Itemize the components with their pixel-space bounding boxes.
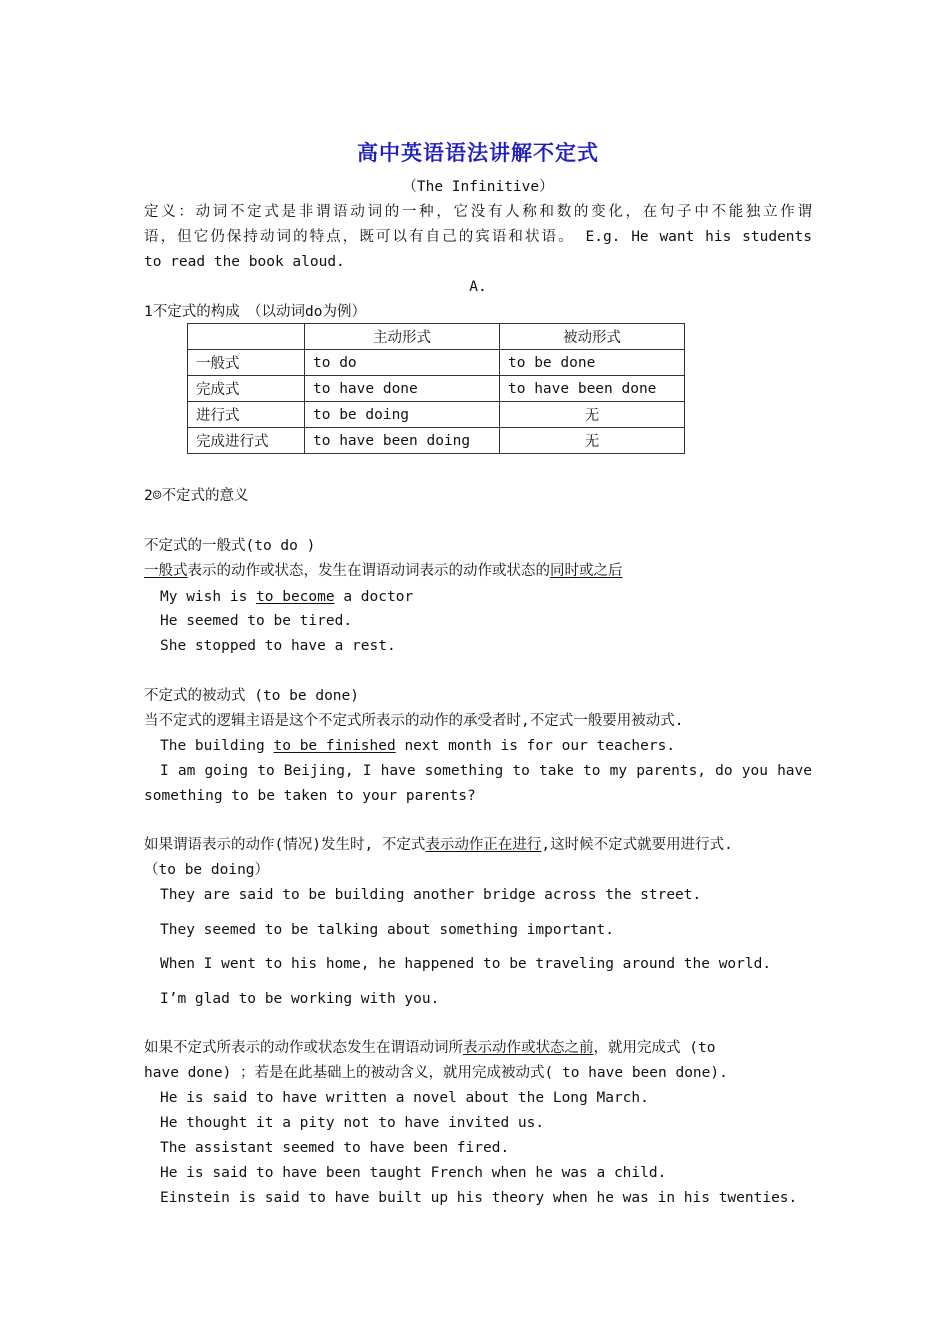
table-row xyxy=(188,402,685,428)
definition-line-2: 语，但它仍保持动词的特点，既可以有自己的宾语和状语。 E.g. He want his students xyxy=(144,229,812,245)
example-sentence: She stopped to have a rest. xyxy=(160,638,396,654)
table-cell: 一般式 xyxy=(188,350,305,376)
text-span: 如果谓语表示的动作(情况)发生时, 不定式 xyxy=(144,837,426,853)
table-header-row xyxy=(188,324,685,350)
text-span: next month is for our teachers. xyxy=(395,738,676,754)
passive-heading: 不定式的被动式 (to be done) xyxy=(144,688,359,704)
example-sentence: They seemed to be talking about something important. xyxy=(160,922,614,938)
simple-heading: 不定式的一般式(to do ) xyxy=(144,538,316,554)
example-sentence: He is said to have written a novel about the Long March. xyxy=(160,1090,649,1106)
example-sentence: When I went to his home, he happened to be traveling around the world. xyxy=(160,956,772,972)
example-sentence: He thought it a pity not to have invited us. xyxy=(160,1115,545,1131)
table-cell: to do xyxy=(305,350,500,376)
example-sentence: Einstein is said to have built up his theory when he was in his twenties. xyxy=(160,1190,798,1206)
progressive-form: （to be doing） xyxy=(144,862,270,878)
table-cell: 无 xyxy=(500,428,685,454)
underlined-text: 表示动作正在进行 xyxy=(425,837,542,853)
table-cell: to be doing xyxy=(305,402,500,428)
table-cell xyxy=(188,324,305,350)
section-a-label: A. xyxy=(469,279,487,295)
table-row xyxy=(188,428,685,454)
table-cell: to be done xyxy=(500,350,685,376)
table-header-active: 主动形式 xyxy=(305,324,500,350)
passive-description: 当不定式的逻辑主语是这个不定式所表示的动作的承受者时,不定式一般要用被动式. xyxy=(144,713,684,729)
underlined-text: 一般式 xyxy=(144,563,188,579)
example-sentence xyxy=(160,585,413,610)
text-span: The building xyxy=(160,738,274,754)
underlined-text: to become xyxy=(256,589,335,605)
text-span: My wish is xyxy=(160,589,257,605)
perfect-description-line-2: have done) ；若是在此基础上的被动含义，就用完成被动式( to have been done). xyxy=(144,1065,728,1081)
table-cell: to have done xyxy=(305,376,500,402)
subtitle: （The Infinitive） xyxy=(402,179,554,195)
table-row xyxy=(188,350,685,376)
text-span: 如果不定式所表示的动作或状态发生在谓语动词所 xyxy=(144,1040,463,1056)
example-sentence: They are said to be building another bridge across the street. xyxy=(160,887,702,903)
underlined-text: 表示动作或状态之前 xyxy=(463,1040,594,1056)
table-header-passive: 被动形式 xyxy=(500,324,685,350)
definition-line-1: 定义：动词不定式是非谓语动词的一种，它没有人称和数的变化，在句子中不能独立作谓 xyxy=(144,204,812,220)
table-cell: 进行式 xyxy=(188,402,305,428)
text-span: ，就用完成式 (to xyxy=(593,1040,716,1056)
infinitive-forms-table xyxy=(187,323,685,454)
table-row xyxy=(188,376,685,402)
example-sentence: I am going to Beijing, I have something to take to my parents, do you have xyxy=(160,763,812,779)
page-title: 高中英语语法讲解不定式 xyxy=(357,141,599,165)
text-span: 表示的动作或状态，发生在谓语动词表示的动作或状态的 xyxy=(187,563,550,579)
table-cell: to have been doing xyxy=(305,428,500,454)
definition-line-3: to read the book aloud. xyxy=(144,254,345,270)
text-span: ,这时候不定式就要用进行式. xyxy=(541,837,733,853)
table-cell: to have been done xyxy=(500,376,685,402)
example-sentence xyxy=(160,734,675,759)
underlined-text: 同时或之后 xyxy=(550,563,623,579)
example-sentence: The assistant seemed to have been fired. xyxy=(160,1140,510,1156)
text-span: a doctor xyxy=(334,589,414,605)
progressive-description xyxy=(144,833,733,858)
example-sentence: He is said to have been taught French when he was a child. xyxy=(160,1165,667,1181)
example-sentence: He seemed to be tired. xyxy=(160,613,353,629)
section-2-heading: 2☺不定式的意义 xyxy=(144,488,249,504)
perfect-description-line-1 xyxy=(144,1036,715,1061)
table-cell: 完成进行式 xyxy=(188,428,305,454)
example-sentence: I’m glad to be working with you. xyxy=(160,991,440,1007)
table-cell: 完成式 xyxy=(188,376,305,402)
underlined-text: to be finished xyxy=(273,738,396,754)
example-sentence-continued: something to be taken to your parents? xyxy=(144,788,476,804)
table-cell: 无 xyxy=(500,402,685,428)
simple-description xyxy=(144,559,623,584)
section-1-heading: 1不定式的构成 （以动词do为例） xyxy=(144,304,366,320)
